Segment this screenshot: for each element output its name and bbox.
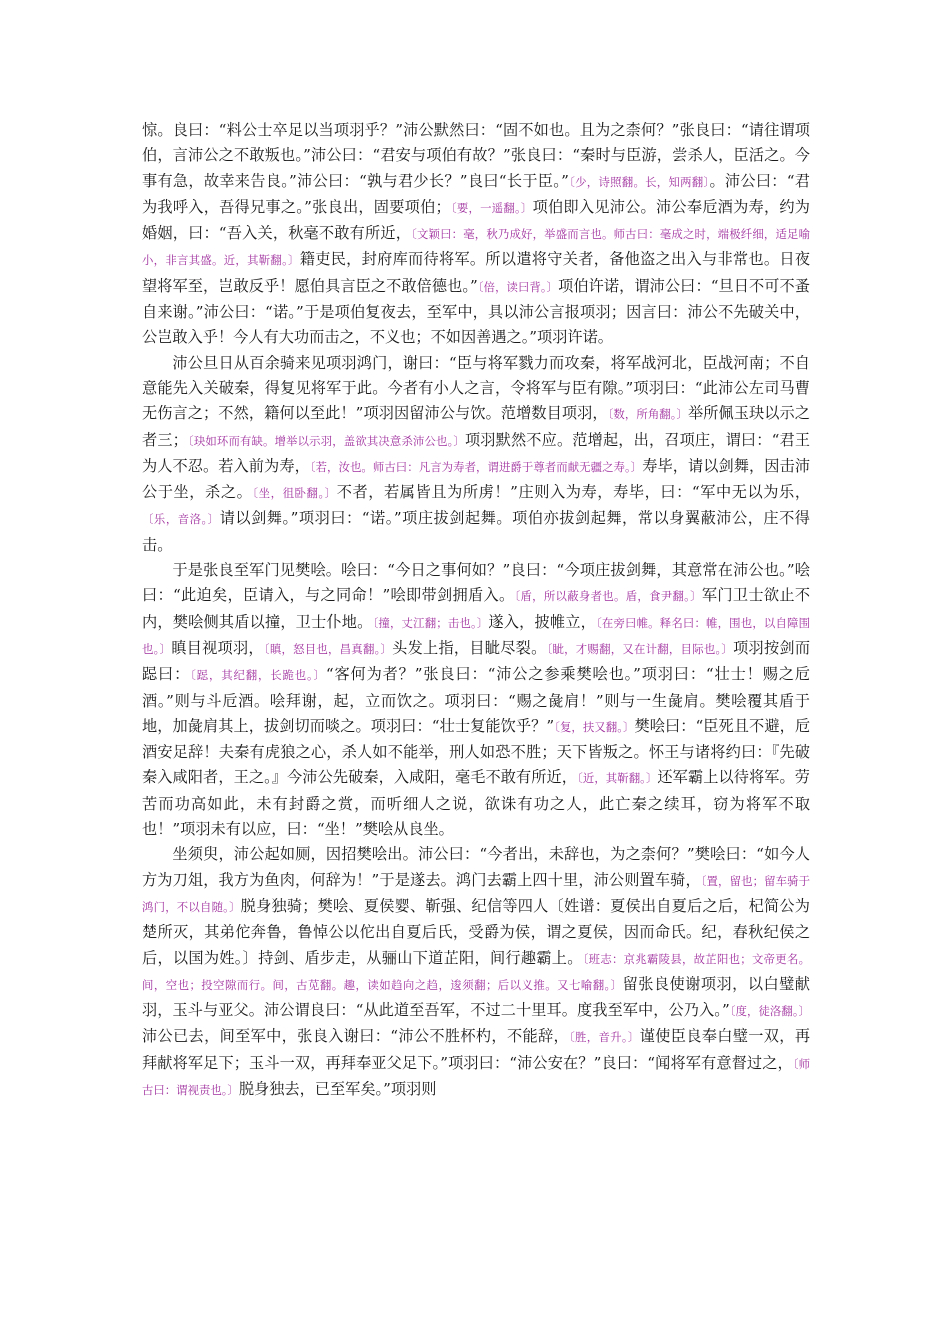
body-text: 军门卫士欲止不内，樊哙侧其盾以撞，卫士仆地。: [142, 586, 811, 631]
annotation-note: 〔瞋，怒目也，昌真翻。〕: [263, 641, 393, 656]
annotation-note: 〔班志：京兆霸陵县，故芷阳也；文帝更名。间，空也；投空隙而行。间，古苋翻。趣，读如趋向之趋，逡须翻；后以义推。又七喻翻。〕: [142, 951, 810, 992]
annotation-note: 〔跽，其纪翻，长跪也。〕: [190, 668, 326, 683]
body-text: 坐须臾，沛公起如厕，因招樊哙出。沛公曰：“今者出，未辞也，为之柰何？”樊哙曰：“如今人方为刀俎，我方为鱼肉，何辞为！”于是遂去。鸿门去霸上四十里，沛公则置车骑，: [142, 845, 810, 889]
annotation-note: 〔少，诗照翻。长，知两翻〕: [568, 174, 710, 189]
body-text: 沛公已去，间至军中，张良入谢曰：“沛公不胜杯杓，不能辞，: [142, 1027, 570, 1046]
body-text: 惊。良曰：“料公士卒足以当项羽乎？”沛公默然曰：“固不如也。且为之柰何？”张良曰：“请往谓项伯，言沛公之不敢叛也。”沛公曰：“君安与项伯有故？”张良曰：“秦时与臣游，尝杀人，臣活之。今事有急，故幸来告良。”沛公曰：“孰与君少长？”良曰“长于臣。”: [142, 121, 810, 190]
annotation-note: 〔玦如环而有缺。增举以示羽，盖欲其决意杀沛公也。〕: [187, 433, 465, 448]
body-text: 。沛公曰：“君为我呼入，吾得兄事之。”张良出，固要项伯；: [142, 171, 810, 216]
annotation-note: 〔师古曰：谓视责也。〕: [142, 1056, 810, 1097]
body-text: 于是张良至军门见樊哙。哙曰：“今日之事何如？”良曰：“今项庄拔剑舞，其意常在沛公也。”哙曰：“此迫矣，臣请入，与之同命！”哙即带剑拥盾入。: [142, 561, 810, 605]
body-text: 项伯许诺，谓沛公曰：“旦日不可不蚤自来谢。”沛公曰：“诺。”于是项伯复夜去，至军中，具以沛公言报项羽；因言曰：沛公不先破关中，公岂敢入乎！今人有大功而击之，不义也；不如因善遇之。”项羽许诺。: [142, 276, 810, 347]
body-text: 遂入，披帷立，: [488, 612, 597, 631]
body-text: 还军霸上以待将军。劳苦而功高如此，未有封爵之赏，而听细人之说，欲诛有功之人，此亡秦之续耳，窃为将军不取也！”项羽未有以应，曰：“坐！”樊哙从良坐。: [142, 768, 810, 839]
paragraph: [142, 842, 810, 1103]
body-text: 寿毕，请以剑舞，因击沛公于坐，杀之。: [142, 456, 811, 502]
annotation-note: 〔撞，丈江翻；击也。〕: [372, 615, 489, 630]
body-text: 沛公旦日从百余骑来见项羽鸿门，谢曰：“臣与将军戮力而攻秦，将军战河北，臣战河南；不自意能先入关破秦，得复见将军于此。今者有小人之言，令将军与臣有隙。”项羽曰：“此沛公左司马曹无伤言之；不然，籍何以至此！”项羽因留沛公与饮。范增数目项羽，: [142, 353, 810, 423]
annotation-note: 〔倍，读曰背。〕: [477, 279, 559, 294]
annotation-note: 〔眦，才赐翻，又在计翻，目际也。〕: [546, 641, 734, 656]
body-text: 脱身独骑；樊哙、夏侯婴、靳强、纪信等四人〔姓谱：夏侯出自夏后之后，杞简公为楚所灭，其弟佗奔鲁，鲁悼公以佗出自夏后氏，受爵为侯，谓之夏侯，因而命氏。纪，春秋纪侯之后，以国为姓。〕持剑、盾步走，从骊山下道芷阳，间行趣霸上。: [142, 896, 810, 967]
annotation-note: 〔若，汝也。师古曰：凡言为寿者，谓进爵于尊者而献无疆之寿。〕: [309, 459, 643, 474]
document-page: [142, 118, 810, 1103]
body-text: 请以剑舞。”项羽曰：“诺。”项庄拔剑起舞。项伯亦拔剑起舞，常以身翼蔽沛公，庄不得击。: [142, 509, 810, 554]
annotation-note: 〔乐，音洛。〕: [142, 512, 220, 527]
body-text: 籍吏民，封府库而待将军。所以遣将守关者，备他盗之出入与非常也。日夜望将军至，岂敢反乎！愿伯具言臣之不敢倍德也。”: [142, 250, 811, 295]
body-text: 脱身独去，已至军矣。”项羽则: [238, 1079, 437, 1098]
annotation-note: 〔胜，音升。〕: [569, 1030, 640, 1045]
body-text: 谨使臣良奉白璧一双，再拜献将军足下；玉斗一双，再拜奉亚父足下。”项羽曰：“沛公安在？”良曰：“闻将军有意督过之，: [142, 1027, 810, 1072]
annotation-note: 〔近，其靳翻。〕: [577, 771, 658, 786]
body-text: 举所佩玉玦以示之者三；: [142, 404, 810, 449]
body-text: 项羽默然不应。范增起，出，召项庄，谓曰：“君王为人不忍。若入前为寿，: [142, 430, 811, 475]
paragraph: [142, 558, 810, 842]
body-text: 留张良使谢项羽，以白璧献羽，玉斗与亚父。沛公谓良曰：“从此道至吾军，不过二十里耳。度我至军中，公乃入。”: [142, 974, 810, 1020]
annotation-note: 〔坐，徂卧翻。〕: [252, 486, 337, 501]
annotation-note: 〔文颖曰：毫，秋乃成好，举盛而言也。师古曰：毫成之时，端极纤细，适足喻小，非言其盛。近，其靳翻。〕: [142, 227, 810, 268]
body-text: 头发上指，目眦尽裂。: [392, 638, 547, 657]
body-text: “客何为者？”张良曰：“沛公之参乘樊哙也。”项羽曰：“壮士！赐之卮酒。”则与斗卮酒。哙拜谢，起，立而饮之。项羽曰：“赐之彘肩！”则与一生彘肩。樊哙覆其盾于地，加彘肩其上，拔剑切而啖之。项羽曰：“壮士复能饮乎？”: [142, 665, 810, 735]
annotation-note: 〔在旁曰帷。释名曰：帷，围也，以自障围也。〕: [142, 615, 810, 656]
body-text: 樊哙曰：“臣死且不避，卮酒安足辞！夫秦有虎狼之心，杀人如不能举，刑人如恐不胜；天下皆叛之。怀王与诸将约曰：『先破秦入咸阳者，王之。』今沛公先破秦，入咸阳，毫毛不敢有所近，: [142, 716, 811, 787]
body-text: 项羽按剑而跽曰：: [142, 638, 811, 684]
annotation-note: 〔度，徒洛翻。〕: [729, 1004, 810, 1019]
body-text: 项伯即入见沛公。沛公奉卮酒为寿，约为婚姻，曰：“吾入关，秋毫不敢有所近，: [142, 197, 810, 243]
paragraph: [142, 118, 810, 351]
paragraph: [142, 351, 810, 558]
annotation-note: 〔复，扶又翻。〕: [554, 719, 635, 734]
body-text: 瞋目视项羽，: [171, 638, 264, 657]
body-text: 不者，若属皆且为所虏！”庄则入为寿，寿毕，曰：“军中无以为乐，: [336, 483, 811, 502]
annotation-note: 〔要，一遥翻。〕: [450, 200, 533, 215]
annotation-note: 〔盾，所以蔽身者也。盾，食尹翻。〕: [514, 589, 702, 604]
annotation-note: 〔置，留也；留车骑于鸿门，不以自随。〕: [142, 873, 810, 914]
annotation-note: 〔数，所角翻。〕: [607, 407, 688, 422]
